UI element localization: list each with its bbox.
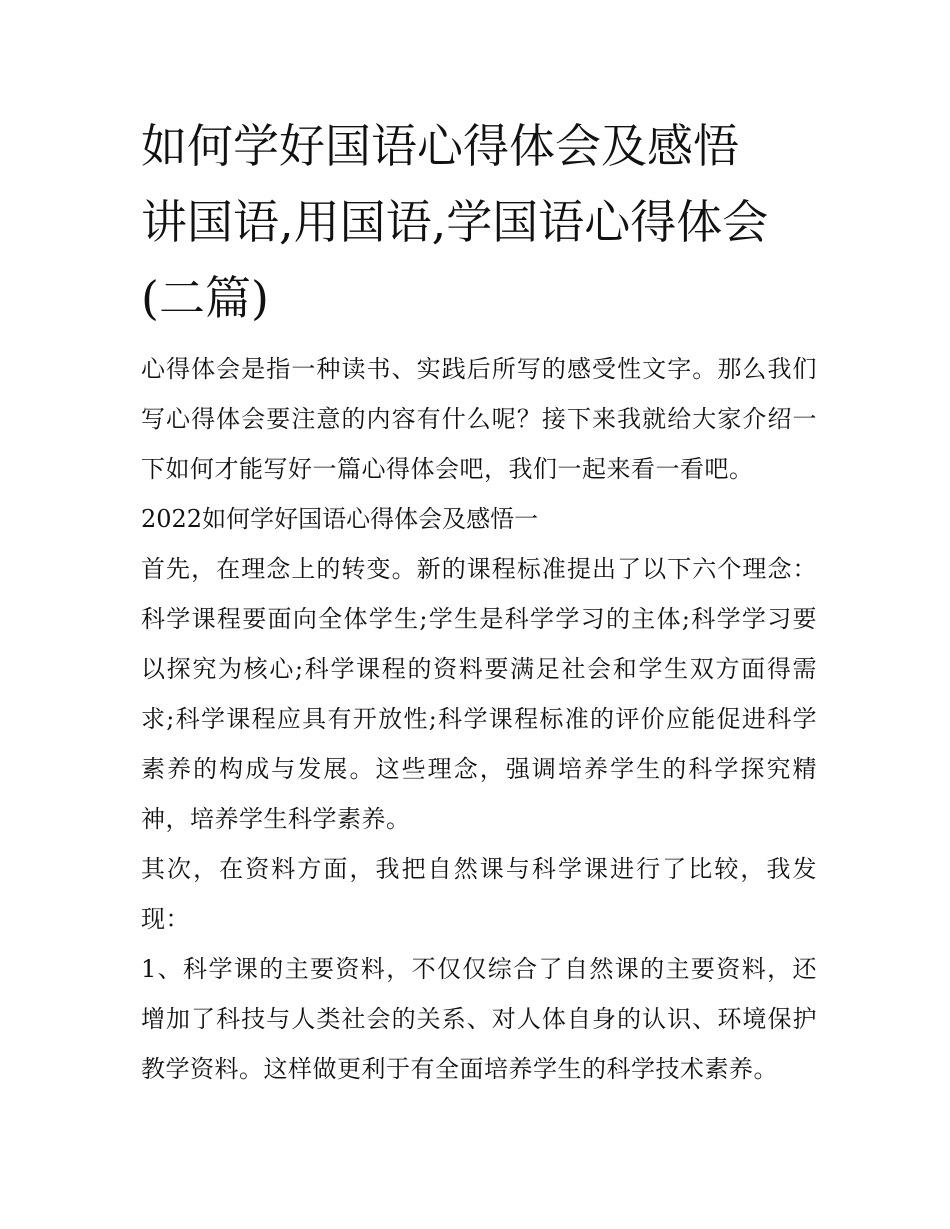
section-heading: 2022如何学好国语心得体会及感悟一 [141, 505, 539, 533]
body-paragraph-materials: 其次，在资料方面，我把自然课与科学课进行了比较，我发现： [141, 855, 817, 933]
body-paragraph-concepts: 首先，在理念上的转变。新的课程标准提出了以下六个理念：科学课程要面向全体学生;学生是科学学习的主体;科学学习要以探究为核心;科学课程的资料要满足社会和学生双方面得需求;科学课程应具有开放性;科学课程标准的评价应能促进科学素养的构成与发展。这些理念，强调培养学生的科学探究精神，培养学生科学素养。 [141, 555, 817, 833]
body-paragraph-point-1: 1、科学课的主要资料，不仅仅综合了自然课的主要资料，还增加了科技与人类社会的关系、对人体自身的认识、环境保护教学资料。这样做更利于有全面培养学生的科学技术素养。 [141, 955, 817, 1083]
document-title [141, 108, 817, 336]
intro-paragraph: 心得体会是指一种读书、实践后所写的感受性文字。那么我们写心得体会要注意的内容有什么呢？接下来我就给大家介绍一下如何才能写好一篇心得体会吧，我们一起来看一看吧。 [141, 355, 817, 483]
title-line-2: 讲国语,用国语,学国语心得体会 [141, 195, 769, 249]
title-line-3: (二篇) [141, 271, 269, 325]
title-line-1: 如何学好国语心得体会及感悟 [141, 119, 739, 173]
document-page [141, 108, 817, 1094]
